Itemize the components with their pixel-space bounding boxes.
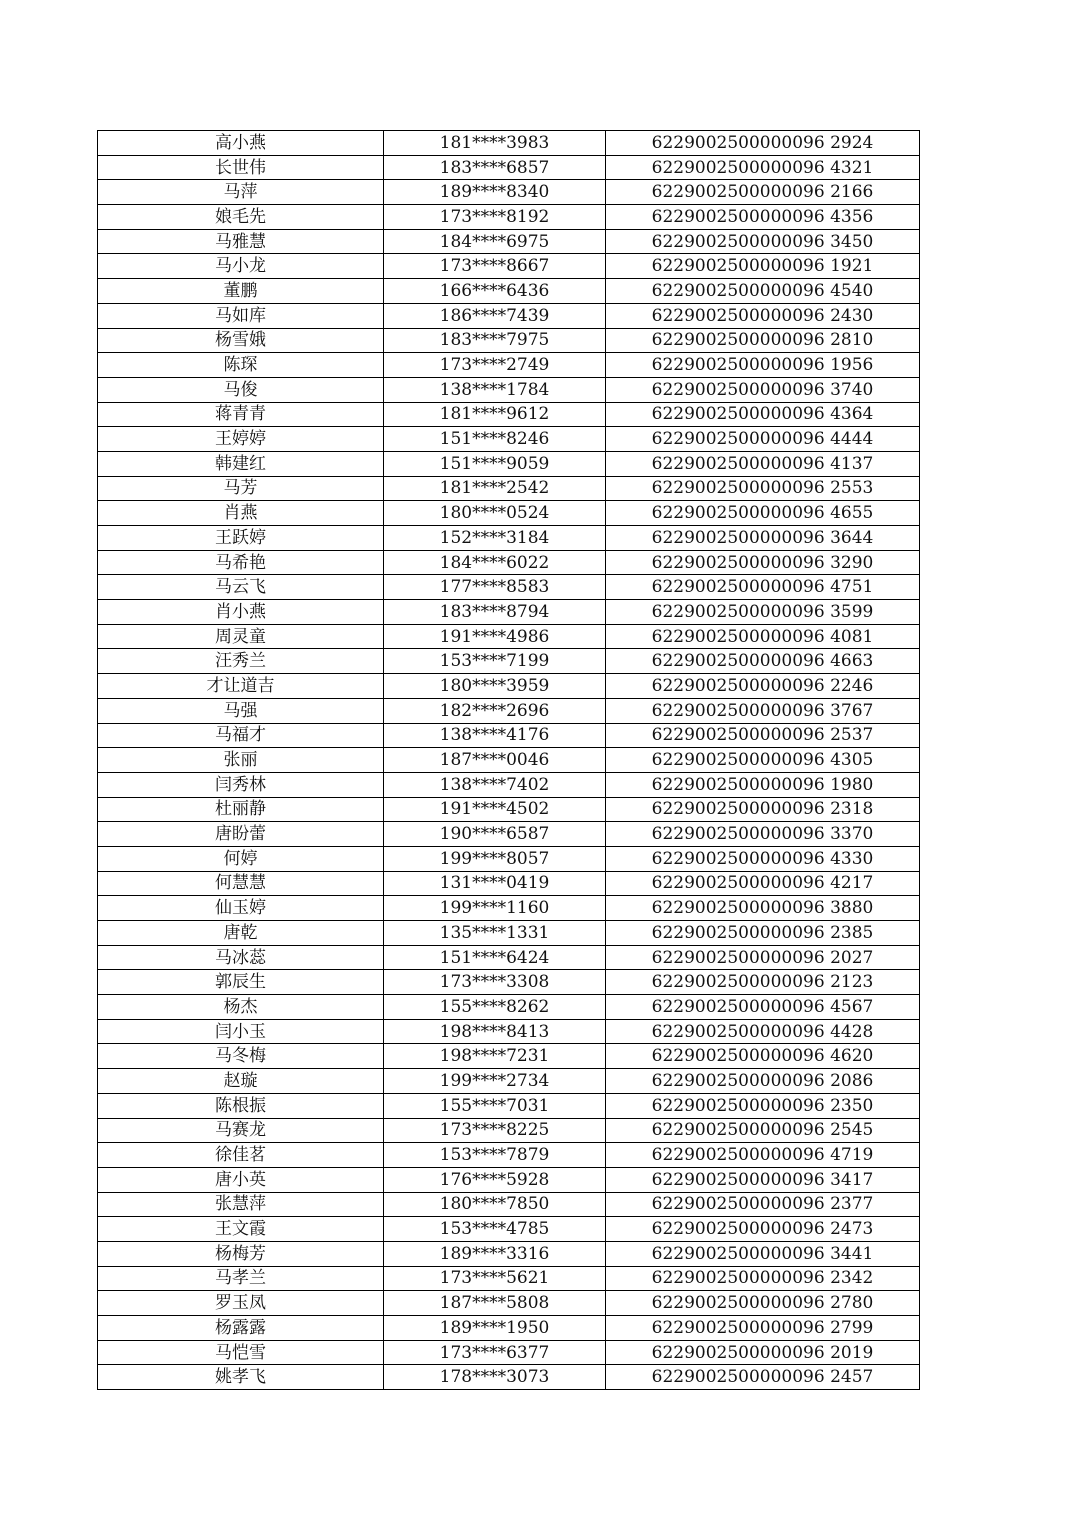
name-cell: 马俊 (98, 377, 384, 402)
name-cell: 姚孝飞 (98, 1365, 384, 1390)
table-row (98, 1241, 920, 1266)
card-number-cell: 6229002500000096 2318 (606, 797, 920, 822)
card-number-cell: 6229002500000096 2810 (606, 328, 920, 353)
phone-cell: 138****4176 (384, 723, 606, 748)
phone-cell: 138****1784 (384, 377, 606, 402)
card-number-cell: 6229002500000096 2799 (606, 1316, 920, 1341)
table-row (98, 205, 920, 230)
name-cell: 王婷婷 (98, 427, 384, 452)
name-cell: 马强 (98, 698, 384, 723)
card-number-cell: 6229002500000096 3290 (606, 550, 920, 575)
name-cell: 才让道吉 (98, 674, 384, 699)
phone-cell: 151****9059 (384, 451, 606, 476)
phone-cell: 173****5621 (384, 1266, 606, 1291)
card-number-cell: 6229002500000096 4540 (606, 279, 920, 304)
card-number-cell: 6229002500000096 4444 (606, 427, 920, 452)
phone-cell: 199****1160 (384, 896, 606, 921)
table-row (98, 995, 920, 1020)
name-cell: 杨雪娥 (98, 328, 384, 353)
name-cell: 何慧慧 (98, 871, 384, 896)
phone-cell: 178****3073 (384, 1365, 606, 1390)
card-number-cell: 6229002500000096 2246 (606, 674, 920, 699)
name-cell: 郭辰生 (98, 970, 384, 995)
phone-cell: 131****0419 (384, 871, 606, 896)
table-row (98, 377, 920, 402)
card-number-cell: 6229002500000096 4655 (606, 501, 920, 526)
table-row (98, 1167, 920, 1192)
phone-cell: 153****4785 (384, 1217, 606, 1242)
table-row (98, 1093, 920, 1118)
phone-cell: 180****7850 (384, 1192, 606, 1217)
name-cell: 马冰蕊 (98, 945, 384, 970)
phone-cell: 183****8794 (384, 600, 606, 625)
card-number-cell: 6229002500000096 3767 (606, 698, 920, 723)
phone-cell: 173****3308 (384, 970, 606, 995)
card-number-cell: 6229002500000096 2342 (606, 1266, 920, 1291)
table-row (98, 896, 920, 921)
phone-cell: 187****0046 (384, 748, 606, 773)
name-cell: 仙玉婷 (98, 896, 384, 921)
phone-cell: 183****6857 (384, 155, 606, 180)
card-number-cell: 6229002500000096 4364 (606, 402, 920, 427)
name-cell: 徐佳茗 (98, 1143, 384, 1168)
name-cell: 马云飞 (98, 575, 384, 600)
name-cell: 韩建红 (98, 451, 384, 476)
table-row (98, 1340, 920, 1365)
name-cell: 马孝兰 (98, 1266, 384, 1291)
phone-cell: 191****4502 (384, 797, 606, 822)
card-number-cell: 6229002500000096 2086 (606, 1069, 920, 1094)
card-number-cell: 6229002500000096 2019 (606, 1340, 920, 1365)
card-number-cell: 6229002500000096 1980 (606, 772, 920, 797)
phone-cell: 199****2734 (384, 1069, 606, 1094)
name-cell: 马萍 (98, 180, 384, 205)
phone-cell: 191****4986 (384, 624, 606, 649)
table-row (98, 303, 920, 328)
card-number-cell: 6229002500000096 2457 (606, 1365, 920, 1390)
phone-cell: 181****3983 (384, 131, 606, 156)
phone-cell: 176****5928 (384, 1167, 606, 1192)
phone-cell: 180****3959 (384, 674, 606, 699)
phone-cell: 151****8246 (384, 427, 606, 452)
phone-cell: 135****1331 (384, 921, 606, 946)
name-cell: 马如库 (98, 303, 384, 328)
card-number-cell: 6229002500000096 1956 (606, 353, 920, 378)
table-row (98, 427, 920, 452)
table-row (98, 970, 920, 995)
table-row (98, 1217, 920, 1242)
table-row (98, 328, 920, 353)
phone-cell: 180****0524 (384, 501, 606, 526)
card-number-cell: 6229002500000096 3370 (606, 822, 920, 847)
name-cell: 杜丽静 (98, 797, 384, 822)
table-row (98, 180, 920, 205)
card-number-cell: 6229002500000096 4719 (606, 1143, 920, 1168)
card-number-cell: 6229002500000096 3880 (606, 896, 920, 921)
name-cell: 张丽 (98, 748, 384, 773)
phone-cell: 173****8667 (384, 254, 606, 279)
table-row (98, 921, 920, 946)
card-number-cell: 6229002500000096 2350 (606, 1093, 920, 1118)
phone-cell: 173****8225 (384, 1118, 606, 1143)
card-number-cell: 6229002500000096 4217 (606, 871, 920, 896)
card-number-cell: 6229002500000096 4428 (606, 1019, 920, 1044)
name-cell: 马冬梅 (98, 1044, 384, 1069)
card-number-cell: 6229002500000096 2924 (606, 131, 920, 156)
name-cell: 闫秀林 (98, 772, 384, 797)
table-row (98, 550, 920, 575)
card-number-cell: 6229002500000096 4567 (606, 995, 920, 1020)
phone-cell: 177****8583 (384, 575, 606, 600)
name-cell: 陈琛 (98, 353, 384, 378)
table-row (98, 1118, 920, 1143)
phone-cell: 153****7879 (384, 1143, 606, 1168)
card-number-cell: 6229002500000096 4663 (606, 649, 920, 674)
phone-cell: 155****7031 (384, 1093, 606, 1118)
table-row (98, 1316, 920, 1341)
phone-cell: 184****6022 (384, 550, 606, 575)
phone-cell: 138****7402 (384, 772, 606, 797)
roster-table (97, 130, 920, 1390)
name-cell: 唐盼蕾 (98, 822, 384, 847)
name-cell: 马雅慧 (98, 229, 384, 254)
table-row (98, 945, 920, 970)
name-cell: 张慧萍 (98, 1192, 384, 1217)
name-cell: 马赛龙 (98, 1118, 384, 1143)
card-number-cell: 6229002500000096 4620 (606, 1044, 920, 1069)
card-number-cell: 6229002500000096 3740 (606, 377, 920, 402)
name-cell: 汪秀兰 (98, 649, 384, 674)
name-cell: 马福才 (98, 723, 384, 748)
table-row (98, 797, 920, 822)
phone-cell: 173****6377 (384, 1340, 606, 1365)
table-row (98, 353, 920, 378)
card-number-cell: 6229002500000096 2385 (606, 921, 920, 946)
table-row (98, 600, 920, 625)
table-row (98, 1044, 920, 1069)
name-cell: 马恺雪 (98, 1340, 384, 1365)
roster-table-body (98, 131, 920, 1390)
card-number-cell: 6229002500000096 4321 (606, 155, 920, 180)
phone-cell: 153****7199 (384, 649, 606, 674)
card-number-cell: 6229002500000096 2123 (606, 970, 920, 995)
name-cell: 王文霞 (98, 1217, 384, 1242)
table-row (98, 1365, 920, 1390)
card-number-cell: 6229002500000096 2537 (606, 723, 920, 748)
phone-cell: 152****3184 (384, 526, 606, 551)
card-number-cell: 6229002500000096 3450 (606, 229, 920, 254)
phone-cell: 187****5808 (384, 1291, 606, 1316)
name-cell: 赵璇 (98, 1069, 384, 1094)
card-number-cell: 6229002500000096 2780 (606, 1291, 920, 1316)
table-row (98, 155, 920, 180)
name-cell: 杨梅芳 (98, 1241, 384, 1266)
phone-cell: 186****7439 (384, 303, 606, 328)
name-cell: 蒋青青 (98, 402, 384, 427)
name-cell: 马芳 (98, 476, 384, 501)
phone-cell: 184****6975 (384, 229, 606, 254)
card-number-cell: 6229002500000096 2166 (606, 180, 920, 205)
name-cell: 闫小玉 (98, 1019, 384, 1044)
table-row (98, 1019, 920, 1044)
phone-cell: 155****8262 (384, 995, 606, 1020)
name-cell: 周灵童 (98, 624, 384, 649)
name-cell: 肖小燕 (98, 600, 384, 625)
card-number-cell: 6229002500000096 3644 (606, 526, 920, 551)
name-cell: 娘毛先 (98, 205, 384, 230)
table-row (98, 846, 920, 871)
table-row (98, 1291, 920, 1316)
name-cell: 马小龙 (98, 254, 384, 279)
card-number-cell: 6229002500000096 3417 (606, 1167, 920, 1192)
table-row (98, 674, 920, 699)
table-row (98, 698, 920, 723)
phone-cell: 183****7975 (384, 328, 606, 353)
table-row (98, 748, 920, 773)
card-number-cell: 6229002500000096 3599 (606, 600, 920, 625)
name-cell: 唐小英 (98, 1167, 384, 1192)
phone-cell: 173****2749 (384, 353, 606, 378)
name-cell: 王跃婷 (98, 526, 384, 551)
phone-cell: 199****8057 (384, 846, 606, 871)
table-row (98, 649, 920, 674)
card-number-cell: 6229002500000096 2377 (606, 1192, 920, 1217)
name-cell: 长世伟 (98, 155, 384, 180)
phone-cell: 173****8192 (384, 205, 606, 230)
table-row (98, 624, 920, 649)
table-row (98, 476, 920, 501)
table-row (98, 1069, 920, 1094)
table-row (98, 254, 920, 279)
name-cell: 高小燕 (98, 131, 384, 156)
phone-cell: 198****8413 (384, 1019, 606, 1044)
name-cell: 杨杰 (98, 995, 384, 1020)
table-row (98, 131, 920, 156)
phone-cell: 166****6436 (384, 279, 606, 304)
name-cell: 肖燕 (98, 501, 384, 526)
table-row (98, 772, 920, 797)
table-row (98, 526, 920, 551)
phone-cell: 189****3316 (384, 1241, 606, 1266)
phone-cell: 181****2542 (384, 476, 606, 501)
table-row (98, 822, 920, 847)
phone-cell: 190****6587 (384, 822, 606, 847)
card-number-cell: 6229002500000096 4751 (606, 575, 920, 600)
name-cell: 杨露露 (98, 1316, 384, 1341)
table-row (98, 501, 920, 526)
table-row (98, 871, 920, 896)
card-number-cell: 6229002500000096 4137 (606, 451, 920, 476)
phone-cell: 182****2696 (384, 698, 606, 723)
card-number-cell: 6229002500000096 4081 (606, 624, 920, 649)
card-number-cell: 6229002500000096 2545 (606, 1118, 920, 1143)
table-row (98, 1266, 920, 1291)
name-cell: 何婷 (98, 846, 384, 871)
card-number-cell: 6229002500000096 2473 (606, 1217, 920, 1242)
table-row (98, 451, 920, 476)
name-cell: 罗玉凤 (98, 1291, 384, 1316)
phone-cell: 151****6424 (384, 945, 606, 970)
table-row (98, 1143, 920, 1168)
table-row (98, 279, 920, 304)
table-row (98, 1192, 920, 1217)
phone-cell: 198****7231 (384, 1044, 606, 1069)
table-row (98, 229, 920, 254)
name-cell: 董鹏 (98, 279, 384, 304)
name-cell: 唐乾 (98, 921, 384, 946)
card-number-cell: 6229002500000096 1921 (606, 254, 920, 279)
card-number-cell: 6229002500000096 2027 (606, 945, 920, 970)
phone-cell: 189****8340 (384, 180, 606, 205)
card-number-cell: 6229002500000096 4305 (606, 748, 920, 773)
phone-cell: 181****9612 (384, 402, 606, 427)
table-row (98, 723, 920, 748)
card-number-cell: 6229002500000096 2553 (606, 476, 920, 501)
name-cell: 陈根振 (98, 1093, 384, 1118)
phone-cell: 189****1950 (384, 1316, 606, 1341)
table-row (98, 575, 920, 600)
name-cell: 马希艳 (98, 550, 384, 575)
card-number-cell: 6229002500000096 2430 (606, 303, 920, 328)
card-number-cell: 6229002500000096 4356 (606, 205, 920, 230)
table-row (98, 402, 920, 427)
card-number-cell: 6229002500000096 4330 (606, 846, 920, 871)
card-number-cell: 6229002500000096 3441 (606, 1241, 920, 1266)
